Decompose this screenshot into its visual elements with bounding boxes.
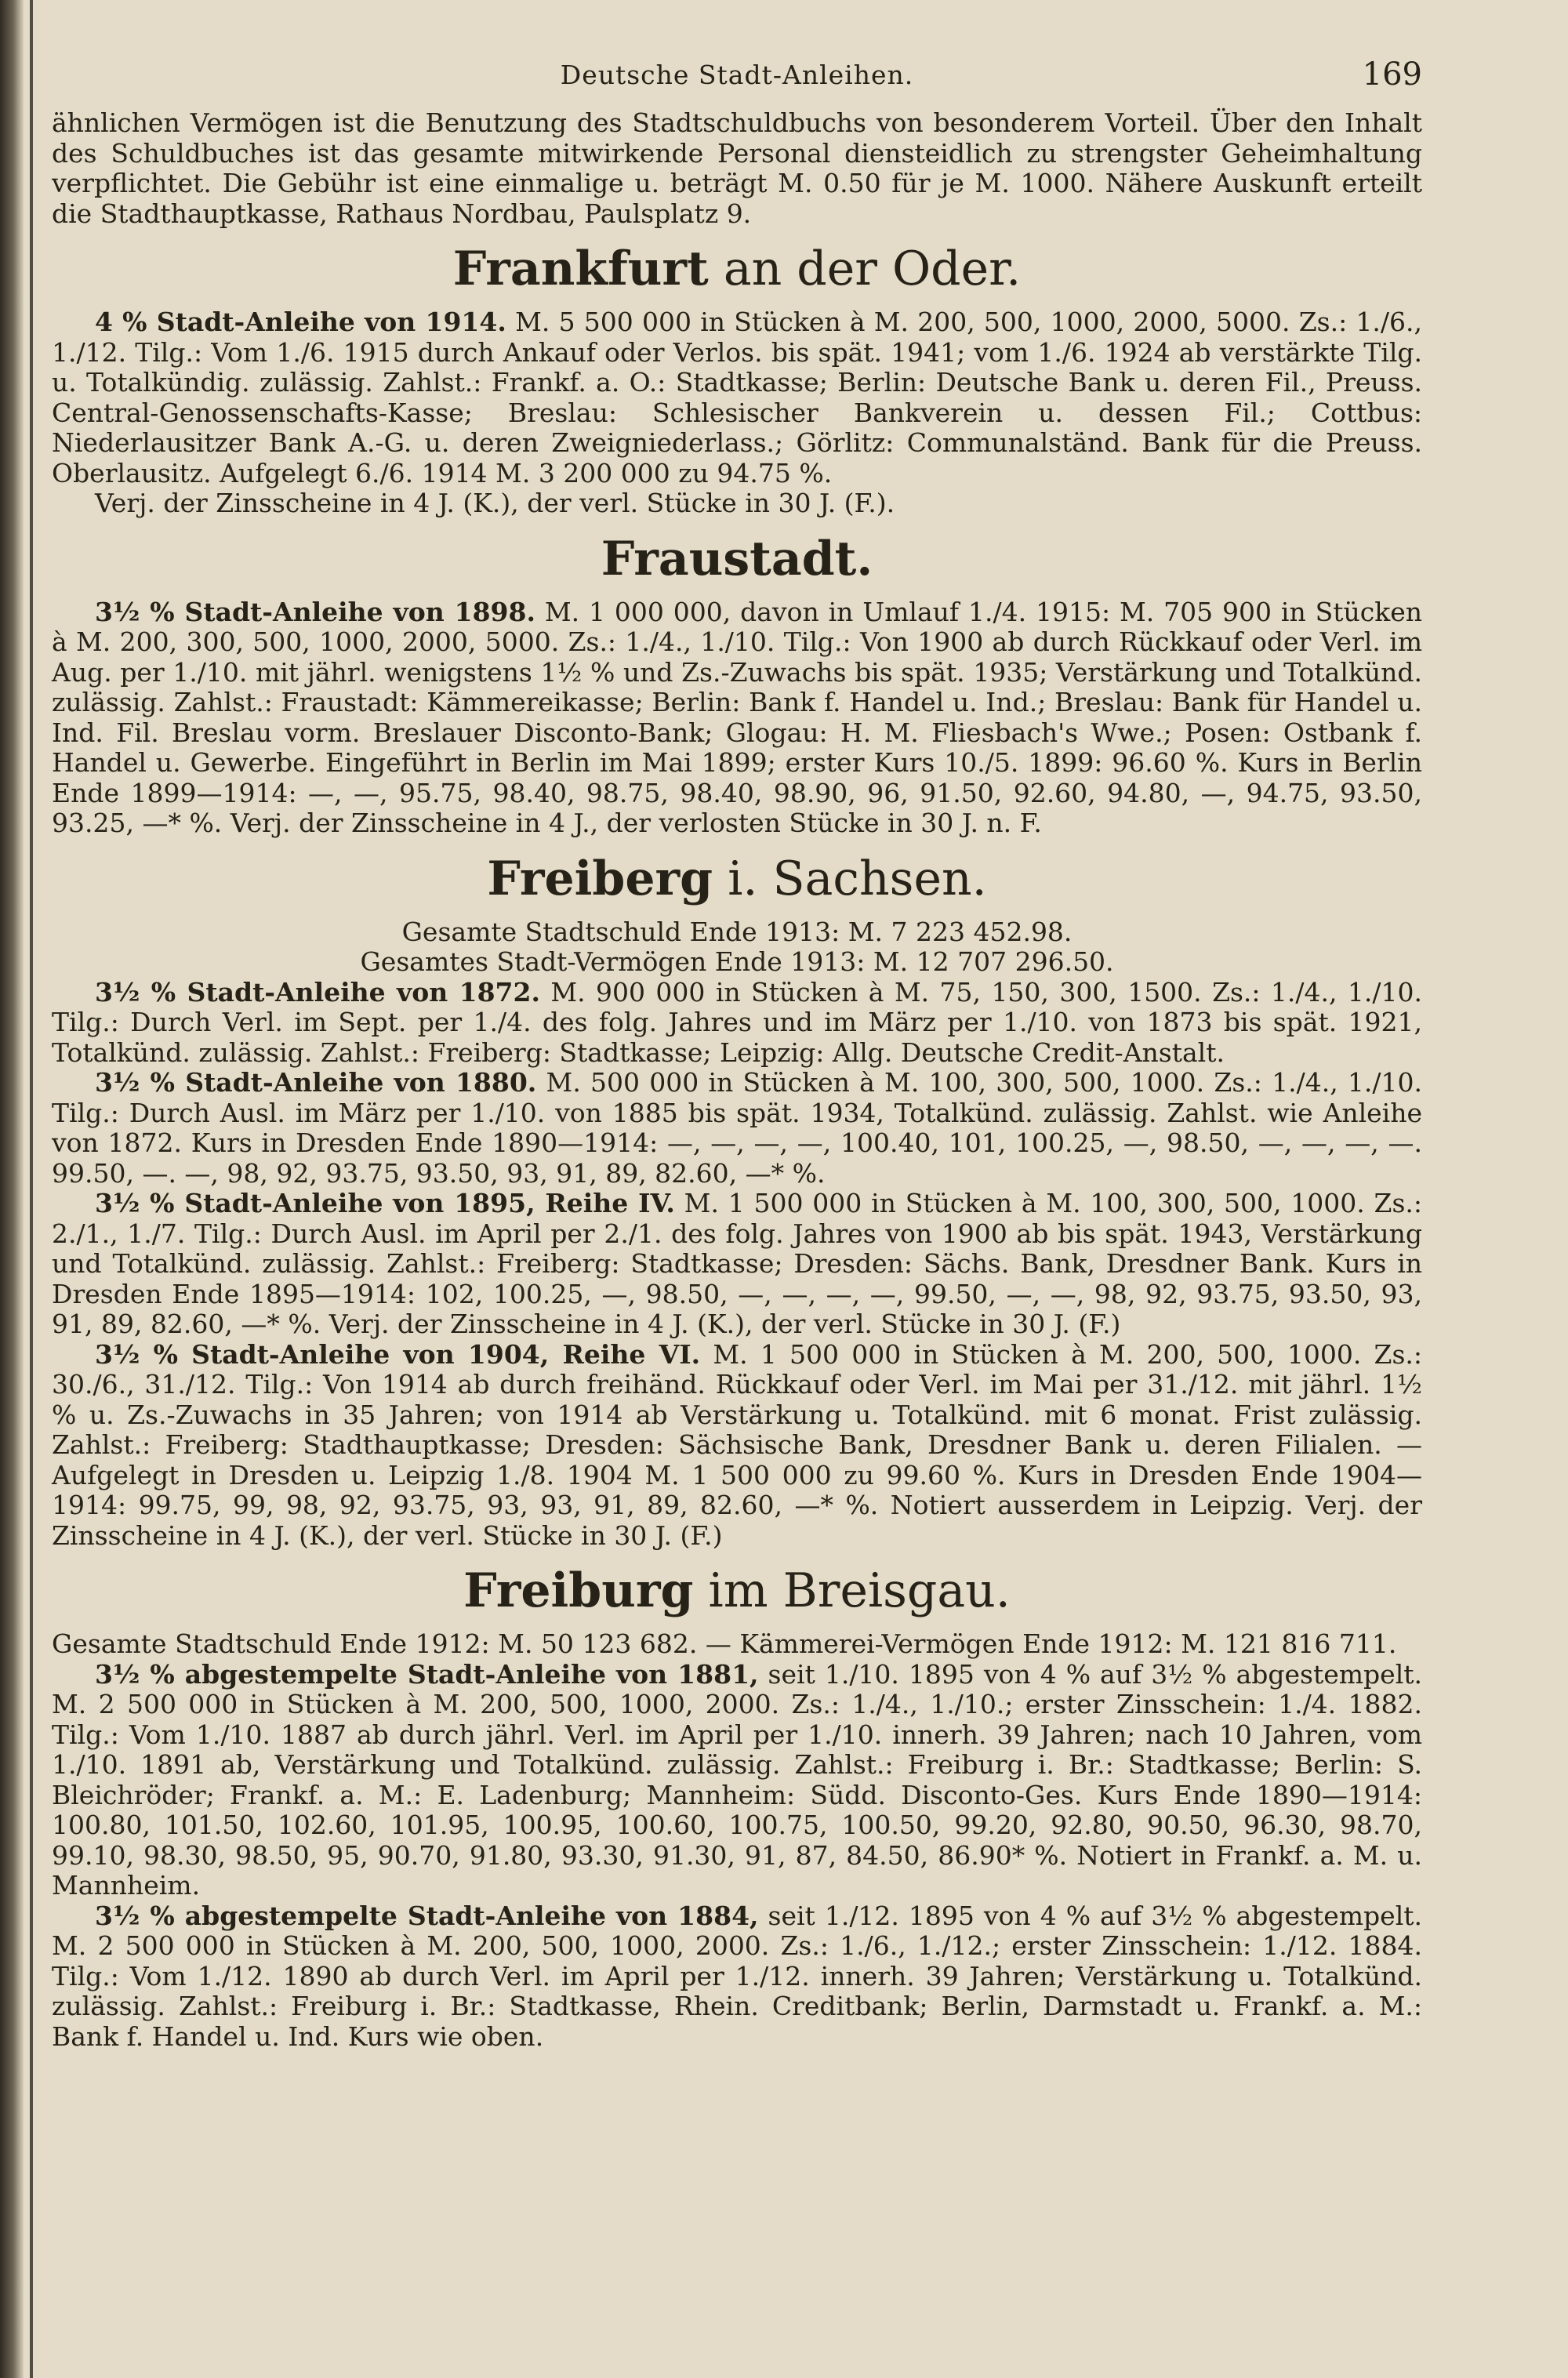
loan-text: seit 1./12. 1895 von 4 % auf 3½ % abgestempelt. M. 2 500 000 in Stücken à M. 200, 500, 1000, 2000. Zs.: 1./6., 1./12.; erster Zinsschein: 1./12. 1884. Tilg.: Vom 1./12. 1890 ab durch Verl. im April per 1./12. innerh. 39 Jahren; Verstärkung u. Totalkünd. zulässig. Zahlst.: Freiburg i. Br.: Stadtkasse, Rhein. Creditbank; Berlin, Darmstadt u. Frankf. a. M.: Bank f. Handel u. Ind. Kurs wie oben. <box>52 1900 1422 2052</box>
heading-frankfurt-rest: an der Oder. <box>708 241 1022 296</box>
freiberg-summary-debt: Gesamte Stadtschuld Ende 1913: M. 7 223 452.98. <box>401 916 1073 947</box>
heading-freiburg-rest: im Breisgau. <box>693 1563 1011 1618</box>
loan-title: 4 % Stadt-Anleihe von 1914. <box>95 307 506 337</box>
loan-title: 3½ % Stadt-Anleihe von 1895, Reihe IV. <box>95 1188 675 1218</box>
heading-freiberg-rest: i. Sachsen. <box>713 851 987 906</box>
freiberg-loan-1872 <box>52 978 1422 1069</box>
section-heading-fraustadt <box>52 533 1422 585</box>
freiberg-loan-1880 <box>52 1068 1422 1189</box>
loan-text: M. 5 500 000 in Stücken à M. 200, 500, 1000, 2000, 5000. Zs.: 1./6., 1./12. Tilg.: Vom 1./6. 1915 durch Ankauf oder Verlos. bis spät. 1941; vom 1./6. 1924 ab verstärkte Tilg. u. Totalkündig. zulässig. Zahlst.: Frankf. a. O.: Stadtkasse; Berlin: Deutsche Bank u. deren Fil., Preuss. Central-Genossenschafts-Kasse; Breslau: Schlesischer Bankverein u. dessen Fil.; Cottbus: Niederlausitzer Bank A.-G. u. deren Zweigniederlass.; Görlitz: Communalständ. Bank für die Preuss. Oberlausitz. Aufgelegt 6./6. 1914 M. 3 200 000 zu 94.75 %. <box>52 307 1422 488</box>
loan-text: seit 1./10. 1895 von 4 % auf 3½ % abgestempelt. M. 2 500 000 in Stücken à M. 200, 500, 1000, 2000. Zs.: 1./4., 1./10.; erster Zinsschein: 1./4. 1882. Tilg.: Vom 1./10. 1887 ab durch jährl. Verl. im April per 1./10. innerh. 39 Jahren; nach 10 Jahren, vom 1./10. 1891 ab, Verstärkung und Totalkünd. zulässig. Zahlst.: Freiburg i. Br.: Stadtkasse; Berlin: S. Bleichröder; Frankf. a. M.: E. Ladenburg; Mannheim: Südd. Disconto-Ges. Kurs Ende 1890—1914: 100.80, 101.50, 102.60, 101.95, 100.95, 100.60, 100.75, 100.50, 99.20, 92.80, 90.50, 96.30, 98.70, 99.10, 98.30, 98.50, 95, 90.70, 91.80, 93.30, 91.30, 91, 87, 84.50, 86.90* %. Notiert in Frankf. a. M. u. Mannheim. <box>52 1658 1422 1901</box>
heading-fraustadt-main: Fraustadt. <box>601 531 873 586</box>
loan-text: M. 900 000 in Stücken à M. 75, 150, 300, 1500. Zs.: 1./4., 1./10. Tilg.: Durch Verl. im Sept. per 1./4. des folg. Jahres und im März per 1./10. von 1873 bis spät. 1921, Totalkünd. zulässig. Zahlst.: Freiberg: Stadtkasse; Leipzig: Allg. Deutsche Credit-Anstalt. <box>52 976 1422 1068</box>
heading-freiburg-main: Freiburg <box>463 1563 694 1618</box>
loan-title: 3½ % Stadt-Anleihe von 1880. <box>95 1067 537 1098</box>
heading-frankfurt-main: Frankfurt <box>452 241 709 296</box>
running-header <box>52 45 1422 108</box>
freiberg-summary-assets: Gesamtes Stadt-Vermögen Ende 1913: M. 12 707 296.50. <box>360 946 1114 977</box>
loan-text: M. 1 000 000, davon in Umlauf 1./4. 1915: M. 705 900 in Stücken à M. 200, 300, 500, 1000, 2000, 5000. Zs.: 1./4., 1./10. Tilg.: Von 1900 ab durch Rückkauf oder Verl. im Aug. per 1./10. mit jährl. wenigstens 1½ % und Zs.-Zuwachs bis spät. 1935; Verstärkung und Totalkünd. zulässig. Zahlst.: Fraustadt: Kämmereikasse; Berlin: Bank f. Handel u. Ind.; Breslau: Bank für Handel u. Ind. Fil. Breslau vorm. Breslauer Disconto-Bank; Glogau: H. M. Fliesbach's Wwe.; Posen: Ostbank f. Handel u. Gewerbe. Eingeführt in Berlin im Mai 1899; erster Kurs 10./5. 1899: 96.60 %. Kurs in Berlin Ende 1899—1914: —, —, 95.75, 98.40, 98.75, 98.40, 98.90, 96, 91.50, 92.60, 94.80, —, 94.75, 93.50, 93.25, —* %. Verj. der Zinsscheine in 4 J., der verlosten Stücke in 30 J. n. F. <box>52 596 1423 838</box>
freiberg-loan-1895 <box>52 1189 1422 1340</box>
fraustadt-loan-1898 <box>52 597 1422 839</box>
freiberg-loan-1904 <box>52 1340 1422 1552</box>
frankfurt-loan-1914 <box>52 307 1422 488</box>
loan-text: M. 1 500 000 in Stücken à M. 200, 500, 1000. Zs.: 30./6., 31./12. Tilg.: Von 1914 ab durch freihänd. Rückkauf oder Verl. im Mai per 31./12. mit jährl. 1½ % u. Zs.-Zuwachs in 35 Jahren; von 1914 ab Verstärkung u. Totalkünd. mit 6 monat. Frist zulässig. Zahlst.: Freiberg: Stadthauptkasse; Dresden: Sächsische Bank, Dresdner Bank u. deren Filialen. — Aufgelegt in Dresden u. Leipzig 1./8. 1904 M. 1 500 000 zu 99.60 %. Kurs in Dresden Ende 1904—1914: 99.75, 99, 98, 92, 93.75, 93, 93, 91, 89, 82.60, —* %. Notiert ausserdem in Leipzig. Verj. der Zinsscheine in 4 J. (K.), der verl. Stücke in 30 J. (F.) <box>52 1338 1423 1551</box>
page-number: 169 <box>1362 56 1422 93</box>
section-heading-frankfurt <box>52 243 1422 295</box>
loan-title: 3½ % Stadt-Anleihe von 1898. <box>95 596 535 627</box>
freiburg-loan-1884 <box>52 1901 1422 2053</box>
intro-paragraph: ähnlichen Vermögen ist die Benutzung des Stadtschuldbuchs von besonderem Vorteil. Über den Inhalt des Schuldbuches ist das gesamte mitwirkende Personal diensteidlich zu strengster Geheimhaltung verpflichtet. Die Gebühr ist eine einmalige u. beträgt M. 0.50 für je M. 1000. Nähere Auskunft erteilt die Stadthauptkasse, Rathaus Nordbau, Paulsplatz 9. <box>52 107 1422 229</box>
loan-title: 3½ % Stadt-Anleihe von 1904, Reihe VI. <box>95 1338 701 1370</box>
section-heading-freiberg <box>52 853 1422 905</box>
loan-title: 3½ % Stadt-Anleihe von 1872. <box>95 976 540 1007</box>
book-spine-shadow <box>0 0 24 2378</box>
loan-text: M. 1 500 000 in Stücken à M. 100, 300, 500, 1000. Zs.: 2./1., 1./7. Tilg.: Durch Ausl. im April per 2./1. des folg. Jahres von 1900 ab bis spät. 1943, Verstärkung und Totalkünd. zulässig. Zahlst.: Freiberg: Stadtkasse; Dresden: Sächs. Bank, Dresdner Bank. Kurs in Dresden Ende 1895—1914: 102, 100.25, —, 98.50, —, —, —, —, 99.50, —, —, 98, 92, 93.75, 93.50, 93, 91, 89, 82.60, —* %. Verj. der Zinsscheine in 4 J. (K.), der verl. Stücke in 30 J. (F.) <box>52 1188 1422 1339</box>
section-heading-freiburg <box>52 1565 1422 1617</box>
frankfurt-verj: Verj. der Zinsscheine in 4 J. (K.), der verl. Stücke in 30 J. (F.). <box>95 488 895 518</box>
page-edge-line <box>30 0 33 2378</box>
freiburg-summary: Gesamte Stadtschuld Ende 1912: M. 50 123 682. — Kämmerei-Vermögen Ende 1912: M. 121 816 711. <box>52 1628 1397 1659</box>
loan-text: M. 500 000 in Stücken à M. 100, 300, 500, 1000. Zs.: 1./4., 1./10. Tilg.: Durch Ausl. im März per 1./10. von 1885 bis spät. 1934, Totalkünd. zulässig. Zahlst. wie Anleihe von 1872. Kurs in Dresden Ende 1890—1914: —, —, —, —, 100.40, 101, 100.25, —, 98.50, —, —, —, —. 99.50, —. —, 98, 92, 93.75, 93.50, 93, 91, 89, 82.60, —* %. <box>52 1067 1423 1189</box>
loan-title: 3½ % abgestempelte Stadt-Anleihe von 1884, <box>95 1900 759 1931</box>
loan-title: 3½ % abgestempelte Stadt-Anleihe von 1881, <box>95 1658 759 1690</box>
heading-freiberg-main: Freiberg <box>487 851 713 906</box>
freiburg-loan-1881 <box>52 1660 1422 1901</box>
running-header-title: Deutsche Stadt-Anleihen. <box>560 60 914 90</box>
book-page <box>52 45 1422 2052</box>
